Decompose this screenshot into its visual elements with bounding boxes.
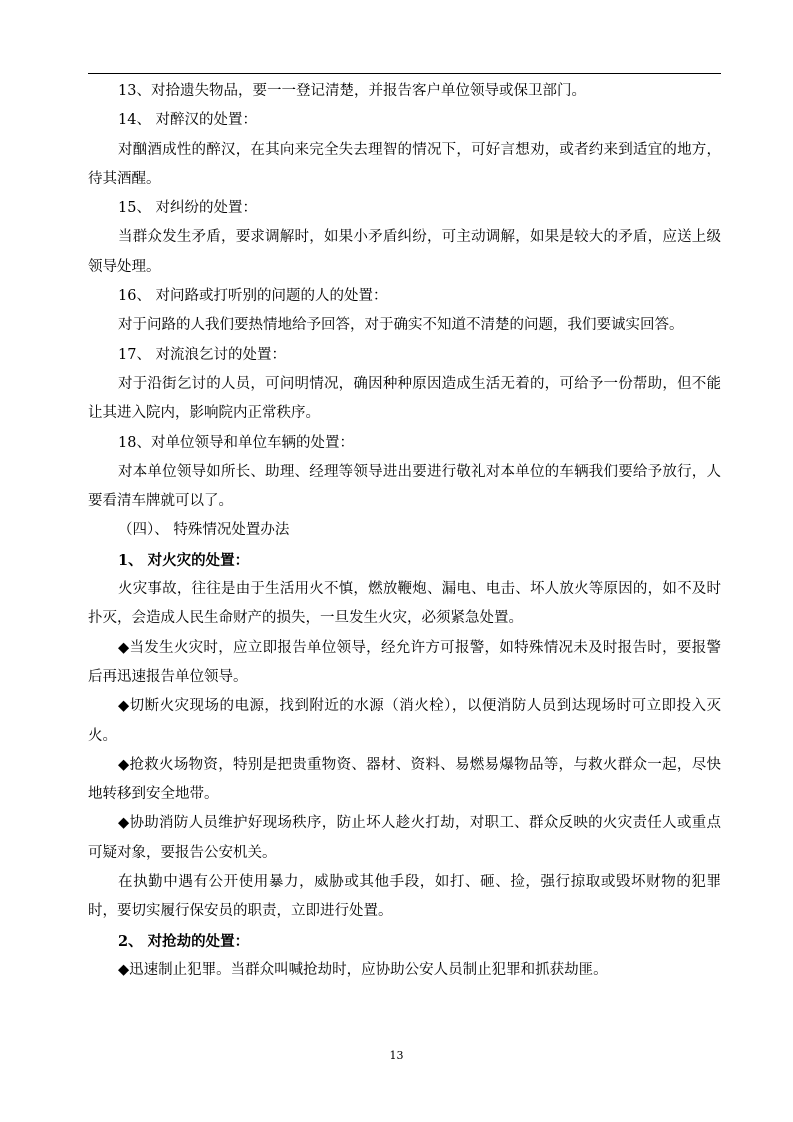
section-4-heading: （四）、 特殊情况处置办法	[118, 522, 290, 539]
violence-paragraph: 在执勤中遇有公开使用暴力，威胁或其他手段，如打、砸、捡，强行掠取或毁坏财物的犯罪时，要切实履行保安员的职责，立即进行处置。	[88, 874, 721, 920]
fire-bullet-order: ◆协助消防人员维护好现场秩序，防止坏人趁火打劫，对职工、群众反映的火灾责任人或重点可疑对象，要报告公安机关。	[88, 815, 721, 861]
item-17-heading: 17、 对流浪乞讨的处置：	[118, 346, 287, 363]
item-15-body: 当群众发生矛盾，要求调解时，如果小矛盾纠纷，可主动调解，如果是较大的矛盾，应送上级领导处理。	[88, 229, 721, 275]
item-16-heading: 16、 对问路或打听别的问题的人的处置：	[118, 288, 388, 305]
item-13-lost-property: 13、对拾遗失物品，要一一登记清楚，并报告客户单位领导或保卫部门。	[118, 83, 586, 99]
item-14-body: 对酗酒成性的醉汉，在其向来完全失去理智的情况下，可好言想劝，或者约来到适宜的地方，待其酒醒。	[88, 141, 721, 187]
fire-bullet-power: ◆切断火灾现场的电源，找到附近的水源（消火栓），以便消防人员到达现场时可立即投入灭火。	[88, 698, 721, 744]
item-17-body: 对于沿街乞讨的人员，可问明情况，确因种种原因造成生活无着的，可给予一份帮助，但不能让其进入院内，影响院内正常秩序。	[88, 375, 721, 422]
document-body	[88, 77, 721, 985]
item-16-body: 对于问路的人我们要热情地给予回答，对于确实不知道不清楚的问题，我们要诚实回答。	[118, 317, 684, 334]
item-14-heading: 14、 对醉汉的处置：	[118, 112, 258, 129]
page-number: 13	[389, 1049, 404, 1062]
fire-bullet-report: ◆当发生火灾时，应立即报告单位领导，经允许方可报警，如特殊情况未及时报告时，要报警后再迅速报告单位领导。	[88, 639, 721, 685]
item-18-heading: 18、对单位领导和单位车辆的处置：	[118, 434, 354, 451]
header-rule	[88, 73, 721, 74]
fire-intro: 火灾事故，往往是由于生活用火不慎，燃放鞭炮、漏电、电击、坏人放火等原因的，如不及时扑灭，会造成人民生命财产的损失，一旦发生火灾，必须紧急处置。	[88, 581, 721, 627]
robbery-heading: 2、 对抢劫的处置：	[118, 932, 250, 950]
fire-heading: 1、 对火灾的处置：	[118, 551, 250, 569]
item-15-heading: 15、 对纠纷的处置：	[118, 200, 258, 217]
item-18-body: 对本单位领导如所长、助理、经理等领导进出要进行敬礼对本单位的车辆我们要给予放行，人要看清车牌就可以了。	[88, 463, 721, 510]
robbery-bullet-stop: ◆迅速制止犯罪。当群众叫喊抢劫时，应协助公安人员制止犯罪和抓获劫匪。	[118, 961, 608, 978]
fire-bullet-rescue: ◆抢救火场物资，特别是把贵重物资、器材、资料、易燃易爆物品等，与救火群众一起，尽快地转移到安全地带。	[88, 756, 721, 803]
